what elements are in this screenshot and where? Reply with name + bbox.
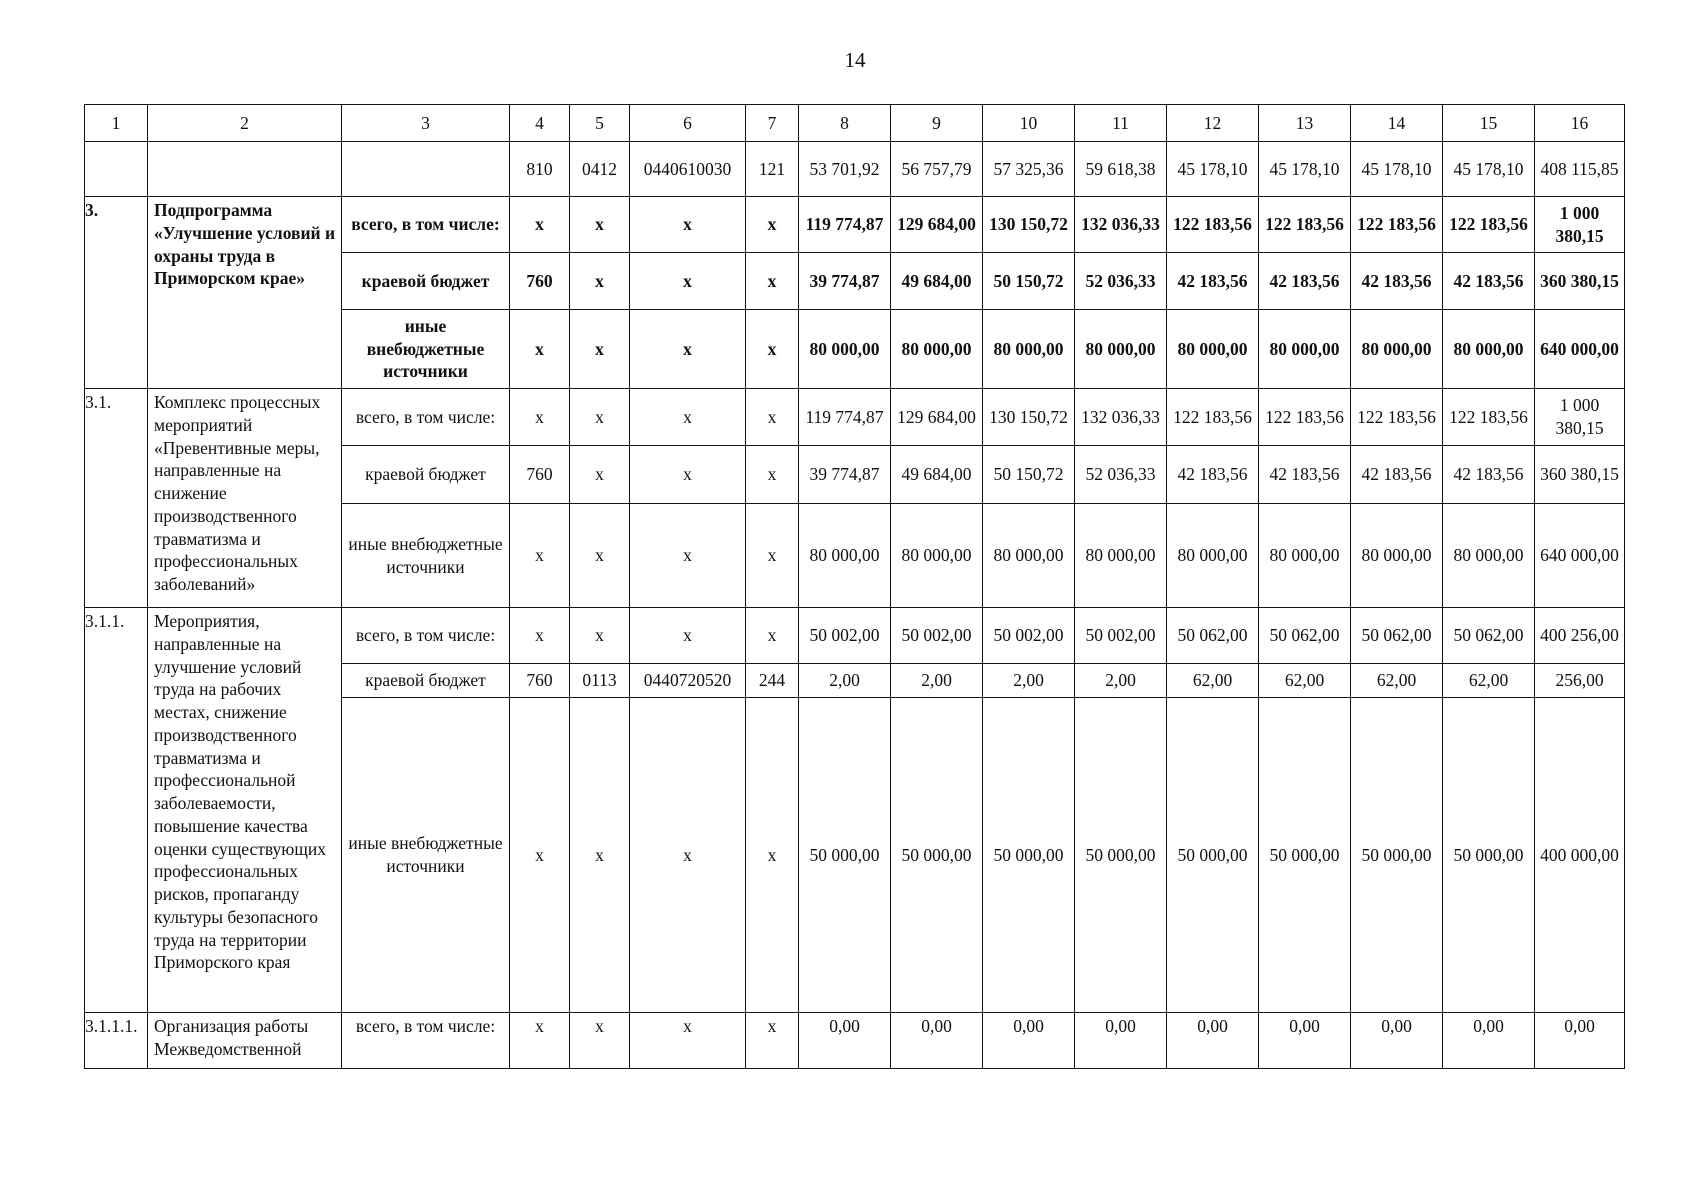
cell: х <box>570 504 630 608</box>
cell: 50 000,00 <box>1443 698 1535 1013</box>
item-number: 3. <box>85 197 148 389</box>
cell: 45 178,10 <box>1167 142 1259 197</box>
cell: 130 150,72 <box>983 389 1075 446</box>
cell: 122 183,56 <box>1351 197 1443 253</box>
cell: 62,00 <box>1167 664 1259 698</box>
cell: 122 183,56 <box>1167 389 1259 446</box>
cell: 80 000,00 <box>1075 504 1167 608</box>
cell: 132 036,33 <box>1075 197 1167 253</box>
funding-source: иные внебюджетные источники <box>342 504 510 608</box>
cell: 122 183,56 <box>1259 389 1351 446</box>
cell: х <box>746 608 799 664</box>
cell: 130 150,72 <box>983 197 1075 253</box>
cell: 80 000,00 <box>1167 504 1259 608</box>
cell: 50 002,00 <box>983 608 1075 664</box>
cell: х <box>570 310 630 389</box>
cell: 50 062,00 <box>1351 608 1443 664</box>
cell: 50 002,00 <box>891 608 983 664</box>
cell: 119 774,87 <box>799 389 891 446</box>
col-header: 5 <box>570 105 630 142</box>
cell: 49 684,00 <box>891 253 983 310</box>
cell: 80 000,00 <box>1443 504 1535 608</box>
cell: 129 684,00 <box>891 389 983 446</box>
item-number: 3.1.1.1. <box>85 1013 148 1069</box>
cell: 1 000 380,15 <box>1535 197 1625 253</box>
cell: 42 183,56 <box>1259 446 1351 504</box>
col-header: 14 <box>1351 105 1443 142</box>
col-header: 7 <box>746 105 799 142</box>
cell: х <box>746 310 799 389</box>
col-header: 11 <box>1075 105 1167 142</box>
col-header: 16 <box>1535 105 1625 142</box>
cell: х <box>570 698 630 1013</box>
cell: 122 183,56 <box>1443 197 1535 253</box>
cell: 408 115,85 <box>1535 142 1625 197</box>
cell: 760 <box>510 446 570 504</box>
cell: 80 000,00 <box>983 310 1075 389</box>
col-header: 13 <box>1259 105 1351 142</box>
cell: 80 000,00 <box>1259 310 1351 389</box>
cell: х <box>570 608 630 664</box>
cell: х <box>630 310 746 389</box>
cell: 62,00 <box>1443 664 1535 698</box>
cell: х <box>630 698 746 1013</box>
col-header: 1 <box>85 105 148 142</box>
cell: х <box>746 253 799 310</box>
cell: 122 183,56 <box>1443 389 1535 446</box>
funding-source: краевой бюджет <box>342 446 510 504</box>
cell: 45 178,10 <box>1259 142 1351 197</box>
cell: 121 <box>746 142 799 197</box>
cell: 50 002,00 <box>1075 608 1167 664</box>
table-row <box>85 197 1625 253</box>
funding-source: всего, в том числе: <box>342 197 510 253</box>
cell: 62,00 <box>1351 664 1443 698</box>
cell: 0,00 <box>1167 1013 1259 1069</box>
cell: х <box>510 310 570 389</box>
col-header: 2 <box>148 105 342 142</box>
cell: 0,00 <box>1443 1013 1535 1069</box>
cell: 52 036,33 <box>1075 253 1167 310</box>
cell: 62,00 <box>1259 664 1351 698</box>
cell: х <box>510 197 570 253</box>
cell: 80 000,00 <box>1075 310 1167 389</box>
cell: 360 380,15 <box>1535 253 1625 310</box>
table-row <box>85 142 1625 197</box>
cell: х <box>570 1013 630 1069</box>
cell: 53 701,92 <box>799 142 891 197</box>
cell: х <box>746 1013 799 1069</box>
cell: 50 000,00 <box>1259 698 1351 1013</box>
cell: х <box>510 389 570 446</box>
cell: 80 000,00 <box>1167 310 1259 389</box>
col-header: 12 <box>1167 105 1259 142</box>
cell: 42 183,56 <box>1443 446 1535 504</box>
cell: 0,00 <box>891 1013 983 1069</box>
cell: 256,00 <box>1535 664 1625 698</box>
cell: х <box>510 698 570 1013</box>
cell: 0113 <box>570 664 630 698</box>
cell: 50 062,00 <box>1259 608 1351 664</box>
cell: 80 000,00 <box>1443 310 1535 389</box>
column-numbers-row <box>85 105 1625 142</box>
cell: 80 000,00 <box>1351 504 1443 608</box>
table-row <box>85 389 1625 446</box>
cell: 122 183,56 <box>1351 389 1443 446</box>
col-header: 4 <box>510 105 570 142</box>
cell: 810 <box>510 142 570 197</box>
cell: х <box>510 504 570 608</box>
cell: 52 036,33 <box>1075 446 1167 504</box>
cell: 0,00 <box>983 1013 1075 1069</box>
cell: 50 000,00 <box>983 698 1075 1013</box>
cell: 59 618,38 <box>1075 142 1167 197</box>
cell: х <box>746 446 799 504</box>
cell: 50 000,00 <box>799 698 891 1013</box>
cell: 42 183,56 <box>1443 253 1535 310</box>
cell: 0412 <box>570 142 630 197</box>
funding-source: всего, в том числе: <box>342 608 510 664</box>
cell: 400 000,00 <box>1535 698 1625 1013</box>
cell: 0,00 <box>1535 1013 1625 1069</box>
cell: х <box>630 446 746 504</box>
cell: 45 178,10 <box>1351 142 1443 197</box>
cell: 2,00 <box>891 664 983 698</box>
cell: х <box>746 389 799 446</box>
cell: 640 000,00 <box>1535 504 1625 608</box>
funding-source: краевой бюджет <box>342 664 510 698</box>
cell: 122 183,56 <box>1167 197 1259 253</box>
cell: х <box>570 389 630 446</box>
cell: 50 000,00 <box>1167 698 1259 1013</box>
item-name: Комплекс процессных мероприятий «Превентивные меры, направленные на снижение производственного травматизма и профессиональных заболеваний» <box>148 389 342 608</box>
cell: х <box>570 253 630 310</box>
cell: 119 774,87 <box>799 197 891 253</box>
item-name: Организация работы Межведомственной <box>148 1013 342 1069</box>
cell: 80 000,00 <box>983 504 1075 608</box>
cell: 50 002,00 <box>799 608 891 664</box>
cell: х <box>570 446 630 504</box>
col-header: 15 <box>1443 105 1535 142</box>
cell: х <box>630 504 746 608</box>
table-row <box>85 1013 1625 1069</box>
cell: 56 757,79 <box>891 142 983 197</box>
cell: х <box>630 608 746 664</box>
cell: 129 684,00 <box>891 197 983 253</box>
cell: 50 150,72 <box>983 253 1075 310</box>
cell: х <box>746 698 799 1013</box>
cell: х <box>630 389 746 446</box>
cell: 50 062,00 <box>1167 608 1259 664</box>
cell: 39 774,87 <box>799 446 891 504</box>
item-number: 3.1. <box>85 389 148 608</box>
cell: 80 000,00 <box>891 310 983 389</box>
cell: х <box>630 1013 746 1069</box>
cell: 57 325,36 <box>983 142 1075 197</box>
cell: 50 000,00 <box>1351 698 1443 1013</box>
cell: 640 000,00 <box>1535 310 1625 389</box>
cell: 0,00 <box>1259 1013 1351 1069</box>
cell: 42 183,56 <box>1351 253 1443 310</box>
table-row <box>85 608 1625 664</box>
cell: х <box>510 1013 570 1069</box>
cell: х <box>746 504 799 608</box>
col-header: 3 <box>342 105 510 142</box>
cell: 244 <box>746 664 799 698</box>
cell: 760 <box>510 253 570 310</box>
item-name: Подпрограмма «Улучшение условий и охраны труда в Приморском крае» <box>148 197 342 389</box>
cell: 50 000,00 <box>891 698 983 1013</box>
cell: 50 150,72 <box>983 446 1075 504</box>
cell: 42 183,56 <box>1351 446 1443 504</box>
col-header: 8 <box>799 105 891 142</box>
cell: х <box>746 197 799 253</box>
cell: х <box>630 197 746 253</box>
page-number: 14 <box>844 48 866 72</box>
cell: 39 774,87 <box>799 253 891 310</box>
cell: 122 183,56 <box>1259 197 1351 253</box>
cell: 42 183,56 <box>1259 253 1351 310</box>
cell: 2,00 <box>1075 664 1167 698</box>
funding-source: краевой бюджет <box>342 253 510 310</box>
cell: 45 178,10 <box>1443 142 1535 197</box>
col-header: 9 <box>891 105 983 142</box>
cell: 360 380,15 <box>1535 446 1625 504</box>
cell: х <box>630 253 746 310</box>
col-header: 6 <box>630 105 746 142</box>
item-number: 3.1.1. <box>85 608 148 1013</box>
cell: 0,00 <box>799 1013 891 1069</box>
cell: 760 <box>510 664 570 698</box>
funding-source: всего, в том числе: <box>342 1013 510 1069</box>
cell: 42 183,56 <box>1167 253 1259 310</box>
cell: 49 684,00 <box>891 446 983 504</box>
cell: 0440610030 <box>630 142 746 197</box>
cell: 0,00 <box>1351 1013 1443 1069</box>
cell: 50 000,00 <box>1075 698 1167 1013</box>
funding-source: иные внебюджетные источники <box>342 698 510 1013</box>
cell: 50 062,00 <box>1443 608 1535 664</box>
cell: 80 000,00 <box>1351 310 1443 389</box>
cell: 1 000 380,15 <box>1535 389 1625 446</box>
cell: 2,00 <box>799 664 891 698</box>
col-header: 10 <box>983 105 1075 142</box>
cell: х <box>510 608 570 664</box>
cell: х <box>570 197 630 253</box>
cell: 80 000,00 <box>799 310 891 389</box>
budget-table <box>84 104 1625 1069</box>
cell: 2,00 <box>983 664 1075 698</box>
cell: 0,00 <box>1075 1013 1167 1069</box>
cell: 80 000,00 <box>891 504 983 608</box>
cell: 132 036,33 <box>1075 389 1167 446</box>
cell: 80 000,00 <box>799 504 891 608</box>
cell: 0440720520 <box>630 664 746 698</box>
item-name: Мероприятия, направленные на улучшение условий труда на рабочих местах, снижение производственного травматизма и профессиональной заболеваемости, повышение качества оценки существующих профессиональных рисков, пропаганду культуры безопасного труда на территории Приморского края <box>148 608 342 1013</box>
cell: 42 183,56 <box>1167 446 1259 504</box>
cell: 80 000,00 <box>1259 504 1351 608</box>
funding-source: всего, в том числе: <box>342 389 510 446</box>
funding-source: иные внебюджетные источники <box>342 310 510 389</box>
cell: 400 256,00 <box>1535 608 1625 664</box>
